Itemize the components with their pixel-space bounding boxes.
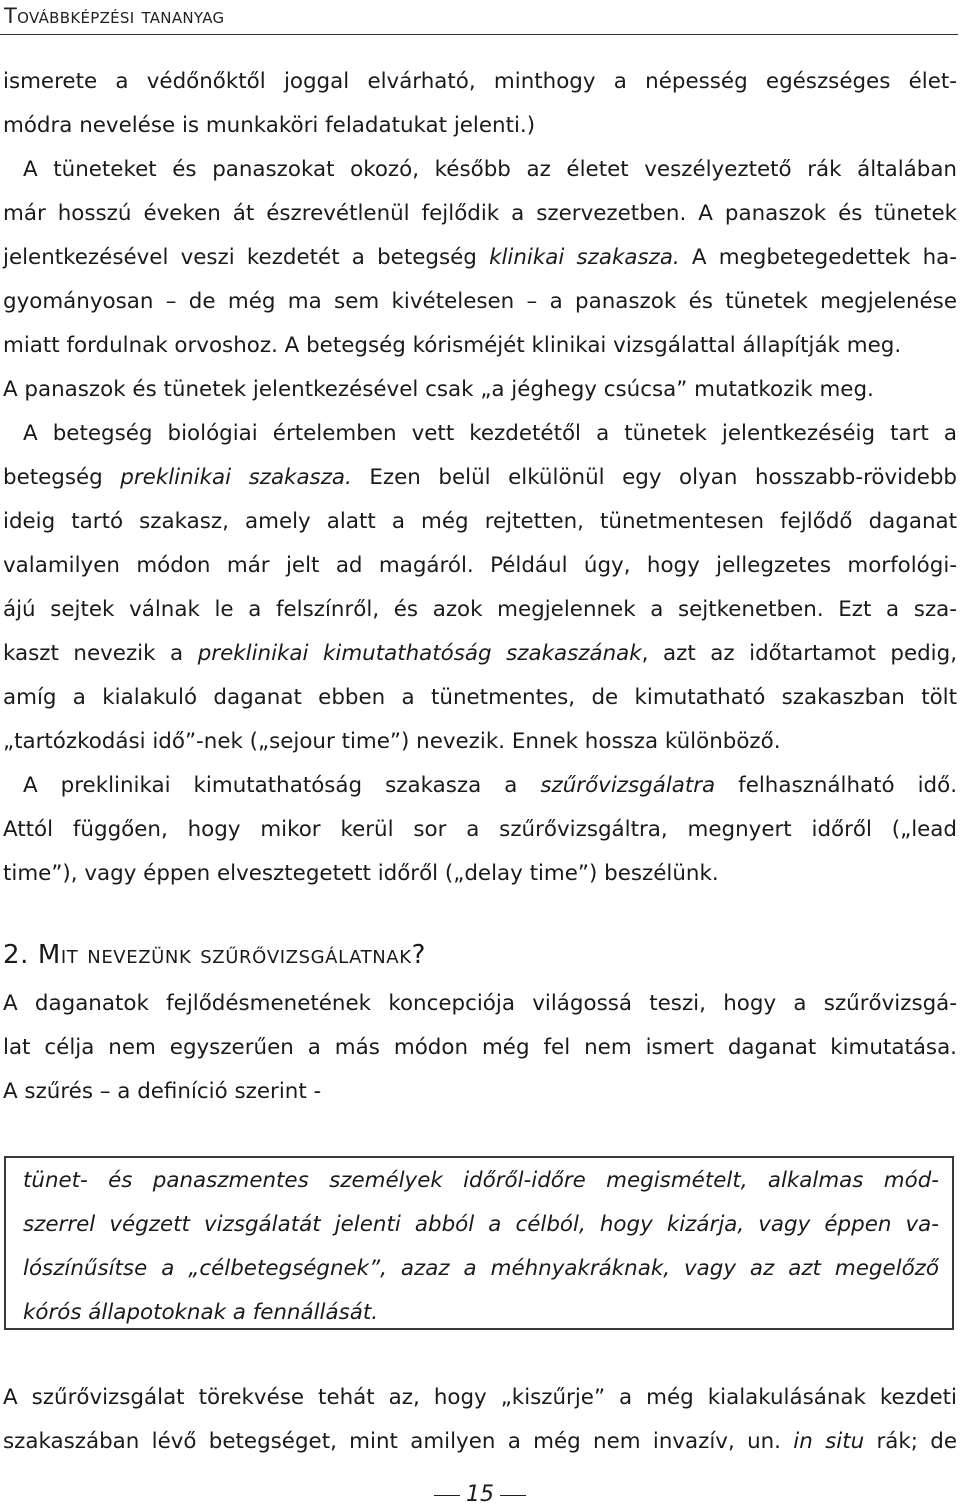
text-line: A betegség biológiai értelemben vett kezdetétől a tünetek jelentkezéséig tart a [23,421,957,446]
text-line: gyományosan – de még ma sem kivételesen – a panaszok és tünetek megjelenése [3,289,957,314]
text-line: betegség preklinikai szakasza. Ezen belül elkülönül egy olyan hosszabb-rövidebb [3,465,958,490]
definition-line: szerrel végzett vizsgálatát jelenti abból a célból, hogy kizárja, vagy éppen va- [23,1212,939,1237]
dash-right [500,1495,526,1496]
text-line: szakaszában lévő betegséget, mint amilyen a még nem invazív, un. in situ rák; de [3,1429,957,1454]
section-heading: 2. Mit nevezünk szűrővizsgálatnak? [3,940,427,970]
text-line: time”), vagy éppen elvesztegetett időről („delay time”) beszélünk. [3,861,719,886]
text-line: kaszt nevezik a preklinikai kimutathatóság szakaszának, azt az időtartamot pedig, [3,641,958,666]
text-line: „tartózkodási idő”-nek („sejour time”) nevezik. Ennek hossza különböző. [3,729,781,754]
text-line: miatt fordulnak orvoshoz. A betegség kórisméjét klinikai vizsgálattal állapítják meg. [3,333,902,358]
text-line: A preklinikai kimutathatóság szakasza a szűrővizsgálatra felhasználható idő. [23,773,957,798]
text-line: ideig tartó szakasz, amely alatt a még rejtetten, tünetmentesen fejlődő daganat [3,509,957,534]
header-rule [0,34,958,35]
running-header: Továbbképzési tananyag [4,4,225,28]
text-line: ájú sejtek válnak le a felszínről, és azok megjelennek a sejtkenetben. Ezt a sza- [3,597,957,622]
page-number [0,1482,960,1508]
text-line: A szűrővizsgálat törekvése tehát az, hogy „kiszűrje” a még kialakulásának kezdeti [3,1385,957,1410]
text-line: A panaszok és tünetek jelentkezésével csak „a jéghegy csúcsa” mutatkozik meg. [3,377,874,402]
definition-line: kórós állapotoknak a fennállását. [23,1300,379,1325]
text-line: amíg a kialakuló daganat ebben a tünetmentes, de kimutatható szakaszban tölt [3,685,957,710]
text-line: A szűrés – a definíció szerint - [3,1079,322,1104]
dash-left [434,1495,460,1496]
definition-line: tünet- és panaszmentes személyek időről-időre megismételt, alkalmas mód- [23,1168,939,1193]
text-line: lat célja nem egyszerűen a más módon még fel nem ismert daganat kimutatása. [3,1035,957,1060]
text-line: Attól függően, hogy mikor kerül sor a szűrővizsgáltra, megnyert időről („lead [3,817,957,842]
text-line: A daganatok fejlődésmenetének koncepciója világossá teszi, hogy a szűrővizsgá- [3,991,957,1016]
definition-line: lószínűsítse a „célbetegségnek”, azaz a méhnyakráknak, vagy az azt megelőző [23,1256,939,1281]
text-line: valamilyen módon már jelt ad magáról. Például úgy, hogy jellegzetes morfológi- [3,553,957,578]
text-line: módra nevelése is munkaköri feladatukat jelenti.) [3,113,536,138]
definition-box [4,1156,954,1330]
text-line: ismerete a védőnőktől joggal elvárható, minthogy a népesség egészséges élet- [3,69,957,94]
text-line: jelentkezésével veszi kezdetét a betegség klinikai szakasza. A megbetegedettek ha- [3,245,958,270]
text-line: már hosszú éveken át észrevétlenül fejlődik a szervezetben. A panaszok és tünetek [3,201,957,226]
text-line: A tüneteket és panaszokat okozó, később az életet veszélyeztető rák általában [23,157,957,182]
page-number-value: 15 [466,1482,494,1507]
